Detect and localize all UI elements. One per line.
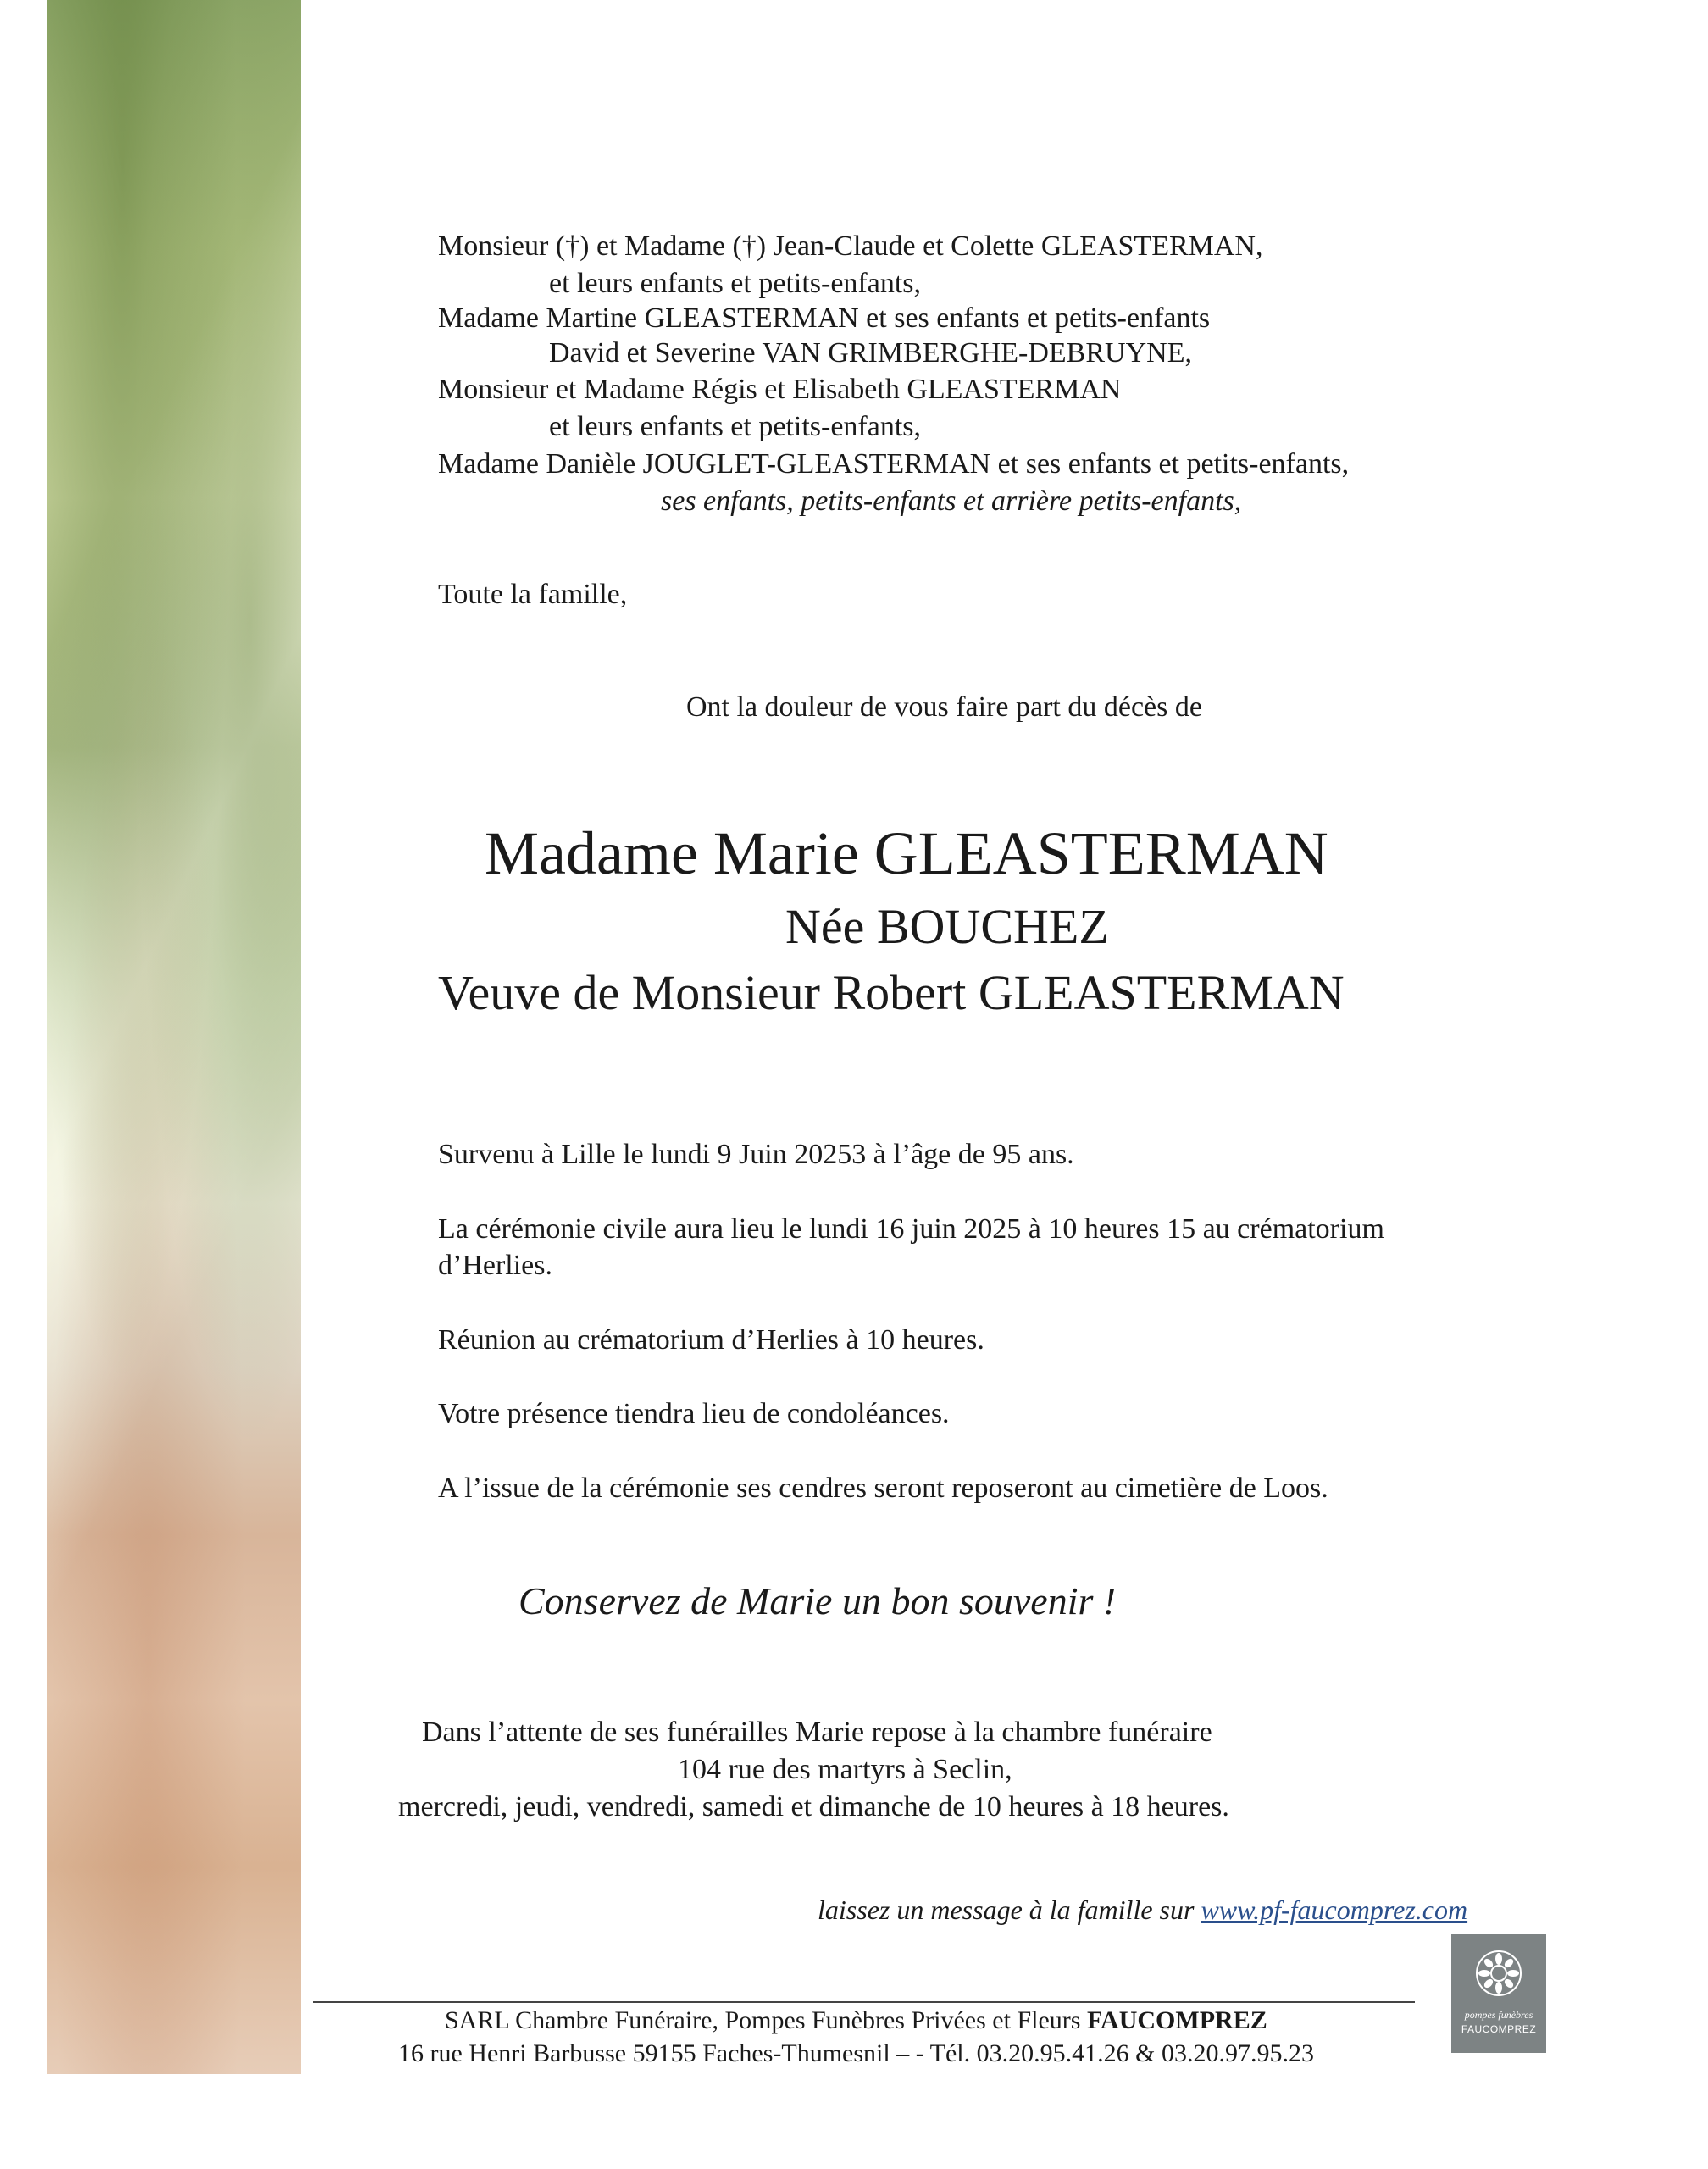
ceremony-line-2: d’Herlies. — [438, 1250, 553, 1281]
message-invite — [818, 1895, 1467, 1925]
forest-photo-banner — [47, 0, 301, 2074]
deceased-name: Madame Marie GLEASTERMAN — [485, 819, 1328, 887]
deceased-widow-of: Veuve de Monsieur Robert GLEASTERMAN — [438, 965, 1345, 1020]
ceremony-line-1: La cérémonie civile aura lieu le lundi 16 juin 2025 à 10 heures 15 au crématorium — [438, 1213, 1384, 1245]
footer-company-name: FAUCOMPREZ — [1086, 2006, 1267, 2034]
family-line-1: Monsieur (†) et Madame (†) Jean-Claude et Colette GLEASTERMAN, — [438, 230, 1263, 262]
announcement-text: Ont la douleur de vous faire part du décès de — [686, 691, 1202, 723]
condolences-note: Votre présence tiendra lieu de condoléances. — [438, 1398, 950, 1429]
family-line-5: Monsieur et Madame Régis et Elisabeth GLEASTERMAN — [438, 374, 1122, 405]
deceased-birth-name: Née BOUCHEZ — [785, 899, 1109, 954]
footer-divider — [313, 2001, 1415, 2003]
visitation-line-1: Dans l’attente de ses funérailles Marie repose à la chambre funéraire — [422, 1717, 1212, 1748]
ashes-details: A l’issue de la cérémonie ses cendres seront reposeront au cimetière de Loos. — [438, 1473, 1328, 1504]
footer-address: 16 rue Henri Barbusse 59155 Faches-Thumesnil – - Tél. 03.20.95.41.26 & 03.20.97.95.23 — [398, 2039, 1314, 2067]
logo-script-text: pompes funèbres — [1464, 2009, 1533, 2021]
company-logo — [1451, 1934, 1546, 2053]
meeting-details: Réunion au crématorium d’Herlies à 10 heures. — [438, 1324, 984, 1356]
footer-company — [445, 2006, 1267, 2034]
death-details: Survenu à Lille le lundi 9 Juin 20253 à l’âge de 95 ans. — [438, 1139, 1074, 1170]
family-line-2: et leurs enfants et petits-enfants, — [549, 268, 922, 299]
family-line-6: et leurs enfants et petits-enfants, — [549, 411, 922, 442]
visitation-line-3: mercredi, jeudi, vendredi, samedi et dimanche de 10 heures à 18 heures. — [398, 1791, 1229, 1822]
family-line-4: David et Severine VAN GRIMBERGHE-DEBRUYNE, — [549, 337, 1192, 369]
family-line-3: Madame Martine GLEASTERMAN et ses enfants et petits-enfants — [438, 302, 1211, 334]
flower-mandala-icon — [1473, 1948, 1524, 1999]
message-text: laissez un message à la famille sur — [818, 1894, 1195, 1925]
visitation-line-2: 104 rue des martyrs à Seclin, — [678, 1754, 1012, 1785]
website-link[interactable]: www.pf-faucomprez.com — [1201, 1894, 1468, 1925]
family-line-9: Toute la famille, — [438, 579, 628, 610]
logo-name-text: FAUCOMPREZ — [1461, 2023, 1537, 2035]
family-line-8: ses enfants, petits-enfants et arrière petits-enfants, — [661, 485, 1242, 517]
footer-company-prefix: SARL Chambre Funéraire, Pompes Funèbres Privées et Fleurs — [445, 2006, 1081, 2034]
closing-message: Conservez de Marie un bon souvenir ! — [518, 1579, 1117, 1623]
family-line-7: Madame Danièle JOUGLET-GLEASTERMAN et ses enfants et petits-enfants, — [438, 448, 1350, 480]
